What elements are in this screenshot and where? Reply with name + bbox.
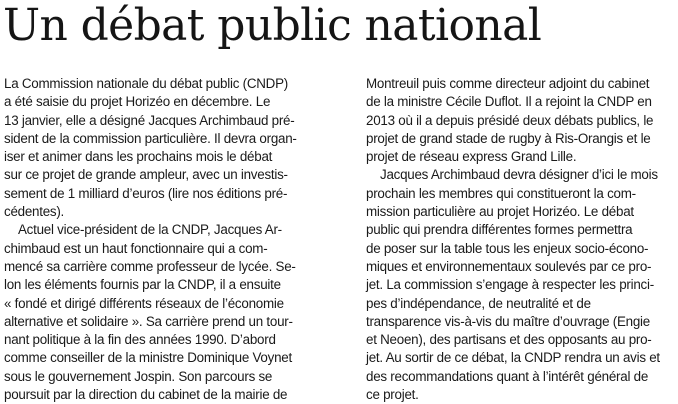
body-line: iser et animer dans les prochains mois le débat — [4, 149, 273, 165]
body-line: public qui prendra différentes formes permettra — [366, 222, 633, 238]
body-line: lon les éléments fournis par la CNDP, il a ensuite — [4, 277, 281, 293]
body-line: mencé sa carrière comme professeur de lycée. Se- — [4, 258, 296, 274]
left-text-column — [4, 75, 322, 404]
body-line: des recommandations quant à l’intérêt général de — [366, 368, 649, 384]
body-line: comme conseiller de la ministre Dominique Voynet — [4, 350, 292, 366]
body-line: jet. Au sortir de ce débat, la CNDP rendra un avis et — [366, 350, 660, 366]
body-line: 2013 où il a depuis présidé deux débats publics, le — [366, 112, 654, 128]
body-line: « fondé et dirigé différents réseaux de l’économie — [4, 295, 284, 311]
body-line: de la ministre Cécile Duflot. Il a rejoint la CNDP en — [366, 94, 652, 110]
body-line: a été saisie du projet Horizéo en décembre. Le — [4, 94, 271, 110]
body-line: mission particulière au projet Horizéo. Le débat — [366, 204, 634, 220]
body-line: projet de réseau express Grand Lille. — [366, 149, 577, 165]
body-line: chimbaud est un haut fonctionnaire qui a com- — [4, 240, 268, 256]
body-line: cédentes). — [4, 204, 65, 220]
body-line: nant politique à la fin des années 1990. D’abord — [4, 332, 276, 348]
body-line: projet de grand stade de rugby à Ris-Orangis et le — [366, 130, 651, 146]
body-line: transparence vis-à-vis du maître d’ouvrage (Engie — [366, 313, 650, 329]
body-line: 13 janvier, elle a désigné Jacques Archimbaud pré- — [4, 112, 295, 128]
paragraph-start-line: Actuel vice-président de la CNDP, Jacques Ar- — [18, 222, 282, 238]
body-line: ce projet. — [366, 387, 419, 403]
body-line: sur ce projet de grande ampleur, avec un investis- — [4, 167, 288, 183]
paragraph-start-line: Jacques Archimbaud devra désigner d’ici le mois — [380, 167, 658, 183]
body-line: jet. La commission s’engage à respecter les princi- — [366, 277, 654, 293]
body-line: alternative et solidaire ». Sa carrière prend un tour- — [4, 313, 293, 329]
body-line: miques et environnementaux soulevés par ce pro- — [366, 258, 652, 274]
body-line: sement de 1 milliard d’euros (lire nos éditions pré- — [4, 185, 288, 201]
body-line: Montreuil puis comme directeur adjoint du cabinet — [366, 76, 650, 91]
body-line: sous le gouvernement Jospin. Son parcours se — [4, 368, 273, 384]
body-line: et Neoen), des partisans et des opposants au pro- — [366, 332, 652, 348]
body-line: de poser sur la table tous les enjeux socio-écono- — [366, 240, 649, 256]
body-line: pes d’indépendance, de neutralité et de — [366, 295, 591, 311]
right-text-column — [366, 75, 676, 404]
body-line: poursuit par la direction du cabinet de la mairie de — [4, 387, 288, 403]
body-line: La Commission nationale du débat public (CNDP) — [4, 76, 288, 91]
body-line: prochain les membres qui constitueront la com- — [366, 185, 636, 201]
body-line: sident de la commission particulière. Il devra organ- — [4, 130, 297, 146]
article-headline: Un débat public national — [3, 0, 542, 51]
